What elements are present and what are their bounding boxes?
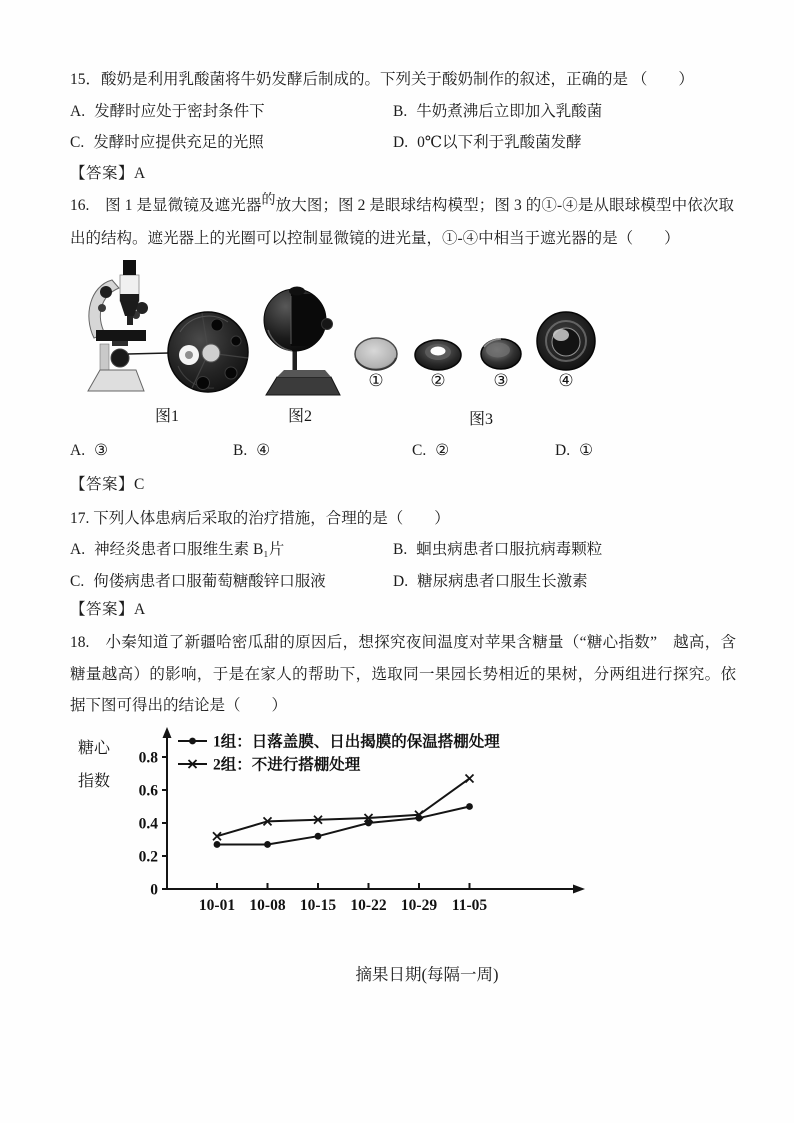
y-tick-label: 0.2 — [138, 848, 158, 866]
q16-option-d: D. ① — [555, 442, 593, 459]
x-tick-label: 10-15 — [299, 897, 337, 914]
series-line-2 — [217, 778, 470, 836]
figure-3-caption: 图3 — [468, 411, 494, 428]
q15-option-a: A. 发酵时应处于密封条件下 — [70, 103, 265, 120]
y-tick-label: 0 — [150, 881, 158, 899]
structure-4-eyecup — [537, 312, 595, 370]
eyeball-model-illustration — [264, 287, 340, 396]
structure-3-lens-ball — [481, 339, 521, 369]
q17-option-c: C. 佝偻病患者口服葡萄糖酸锌口服液 — [70, 573, 326, 590]
q16-option-b: B. ④ — [233, 442, 271, 459]
y-tick-label: 0.8 — [138, 749, 158, 767]
x-tick-label: 11-05 — [451, 897, 488, 914]
x-tick-label: 10-01 — [198, 897, 236, 914]
question-16-figures — [70, 258, 670, 436]
question-17-stem: 17. 下列人体患病后采取的治疗措施，合理的是（ ） — [70, 510, 450, 527]
q15-option-c: C. 发酵时应提供充足的光照 — [70, 134, 264, 151]
legend-label-2: 2组：不进行搭棚处理 — [213, 756, 361, 774]
y-tick-label: 0.4 — [138, 815, 158, 833]
structure-3-number: ③ — [493, 371, 509, 390]
structure-2-iris-ring — [415, 340, 461, 370]
y-tick-label: 0.6 — [138, 782, 158, 800]
y-axis-title-line: 糖心 — [77, 740, 111, 757]
figure-2-caption: 图2 — [287, 408, 313, 425]
data-point-dot — [189, 738, 196, 745]
legend-label-1: 1组：日落盖膜、日出揭膜的保温搭棚处理 — [213, 733, 500, 751]
question-16-answer: 【答案】C — [70, 476, 145, 493]
question-16-stem: 16. 图 1 是显微镜及遮光器的放大图；图 2 是眼球结构模型；图 3 的①-④是从眼球模型中依次取出的结构。遮光器上的光圈可以控制显微镜的进光量，①-④中相当于遮光器的是（ ） — [70, 193, 734, 247]
raised-de-character: 的 — [261, 193, 276, 208]
q16-option-c: C. ② — [412, 442, 450, 459]
microscope-illustration — [88, 260, 148, 391]
q17-option-b: B. 蛔虫病患者口服抗病毒颗粒 — [393, 541, 603, 558]
question-15-stem: 15．酸奶是利用乳酸菌将牛奶发酵后制成的。下列关于酸奶制作的叙述，正确的是 （ ） — [70, 71, 694, 88]
q15-option-b: B. 牛奶煮沸后立即加入乳酸菌 — [393, 103, 603, 120]
question-16-options-row — [0, 441, 794, 463]
x-tick-label: 10-22 — [350, 897, 387, 914]
diaphragm-disk-illustration — [168, 312, 248, 392]
question-15-options-row-2 — [0, 130, 794, 152]
q17-option-d: D. 糖尿病患者口服生长激素 — [393, 573, 588, 590]
structure-1-number: ① — [368, 371, 384, 390]
x-tick-label: 10-29 — [400, 897, 438, 914]
question-15-answer: 【答案】A — [70, 165, 146, 182]
x-tick-label: 10-08 — [249, 897, 286, 914]
question-17-options-row-2 — [0, 569, 794, 591]
data-point-dot — [214, 841, 221, 848]
y-axis-title-line: 指数 — [77, 773, 111, 790]
structure-2-number: ② — [430, 371, 446, 390]
x-axis-arrow — [573, 885, 585, 894]
magnifier-connector-line — [128, 353, 169, 354]
sugar-index-chart — [68, 724, 598, 926]
data-point-dot — [466, 803, 473, 810]
q15-option-d: D. 0℃以下利于乳酸菌发酵 — [393, 134, 582, 151]
question-18-stem: 18. 小秦知道了新疆哈密瓜甜的原因后，想探究夜间温度对苹果含糖量（“糖心指数” 越高，含糖量越高）的影响，于是在家人的帮助下，选取同一果园长势相近的果树，分两组进行探究。依据下图可得出的结论是（ ） — [70, 634, 736, 714]
y-axis-arrow — [163, 727, 172, 738]
question-15-options-row-1 — [0, 99, 794, 121]
data-point-dot — [315, 833, 322, 840]
q17-option-a: A. 神经炎患者口服维生素 B₁片 — [70, 541, 285, 558]
q16-option-a: A. ③ — [70, 442, 108, 459]
structure-4-number: ④ — [558, 371, 574, 390]
question-17-answer: 【答案】A — [70, 601, 146, 618]
structure-1-lens-disk — [355, 338, 397, 370]
data-point-dot — [264, 841, 271, 848]
question-17-options-row-1 — [0, 537, 794, 559]
figure-1-caption: 图1 — [154, 408, 180, 425]
chart-x-axis-caption: 摘果日期(每隔一周) — [355, 965, 499, 984]
figure3-structures — [355, 312, 595, 390]
